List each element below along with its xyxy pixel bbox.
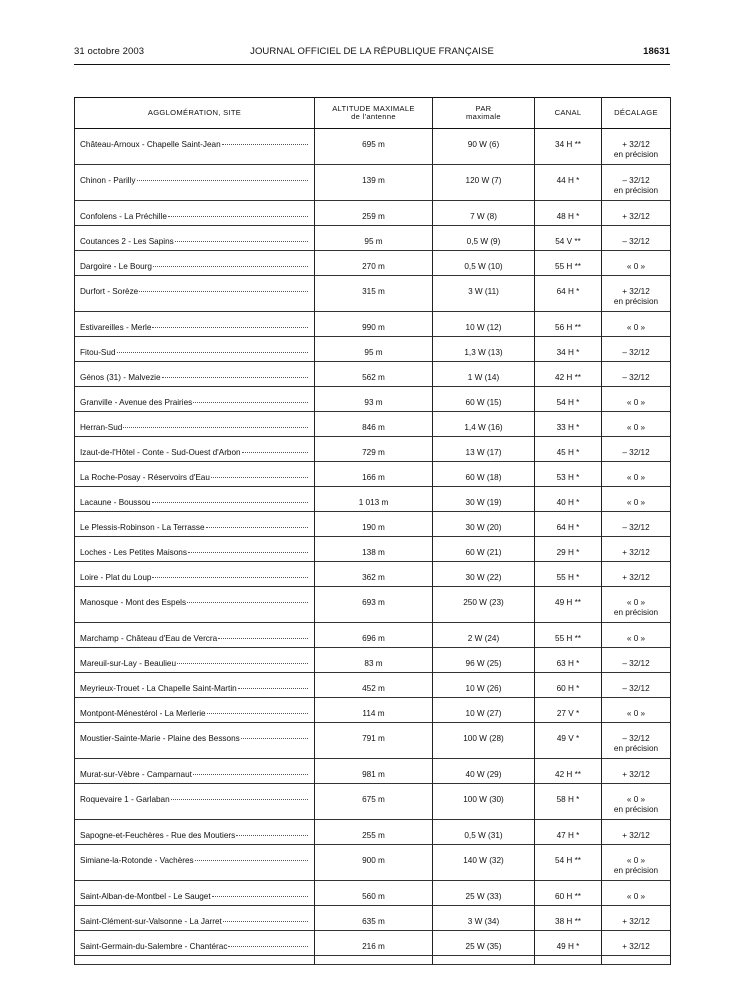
dot-leader [137,180,308,181]
altitude-cell: 560 m [315,881,433,906]
site-cell [75,587,315,623]
site-name: Roquevaire 1 - Garlaban [80,795,170,804]
dot-leader [242,452,308,453]
dot-leader [212,896,308,897]
transmitter-table [74,97,671,965]
canal-cell: 64 H * [535,512,602,537]
par-cell: 96 W (25) [433,648,535,673]
par-cell: 7 W (8) [433,201,535,226]
decalage-value: + 32/12 [622,287,650,296]
canal-cell: 56 H ** [535,312,602,337]
site-name: Confolens - La Préchille [80,212,167,221]
site-cell [75,673,315,698]
site-cell [75,276,315,312]
altitude-cell: 138 m [315,537,433,562]
altitude-cell: 95 m [315,337,433,362]
dot-leader [187,602,308,603]
empty-cell [315,956,433,965]
decalage-cell [602,623,671,648]
table-row [75,931,671,956]
altitude-cell: 562 m [315,362,433,387]
table-row [75,587,671,623]
dot-leader [117,352,309,353]
table-row [75,906,671,931]
decalage-value: « 0 » [626,892,646,901]
decalage-cell [602,648,671,673]
altitude-cell: 981 m [315,759,433,784]
altitude-cell: 259 m [315,201,433,226]
dot-leader [152,327,308,328]
decalage-value: – 32/12 [622,659,650,668]
altitude-cell: 729 m [315,437,433,462]
par-cell: 1 W (14) [433,362,535,387]
decalage-value: + 32/12 [622,548,650,557]
table-header-row [75,98,671,129]
header-rule [74,64,670,65]
table-row [75,201,671,226]
canal-cell: 42 H ** [535,362,602,387]
column-header-par: PAR maximale [433,98,535,129]
dot-leader [228,946,308,947]
canal-cell: 53 H * [535,462,602,487]
altitude-cell: 1 013 m [315,487,433,512]
decalage-cell [602,201,671,226]
decalage-value: + 32/12 [622,212,650,221]
site-name: Granville - Avenue des Prairies [80,398,193,407]
site-cell [75,698,315,723]
dot-leader [123,427,308,428]
empty-cell [433,956,535,965]
site-cell [75,251,315,276]
decalage-cell [602,820,671,845]
altitude-cell: 635 m [315,906,433,931]
site-cell [75,784,315,820]
site-name: Loches - Les Petites Maisons [80,548,187,557]
decalage-cell [602,881,671,906]
decalage-cell [602,226,671,251]
altitude-cell: 452 m [315,673,433,698]
decalage-cell [602,698,671,723]
par-cell: 60 W (18) [433,462,535,487]
site-cell [75,312,315,337]
altitude-cell: 83 m [315,648,433,673]
site-name: Meyrieux-Trouet - La Chapelle Saint-Martin [80,684,237,693]
site-cell [75,723,315,759]
column-header-site: AGGLOMÉRATION, SITE [75,98,315,129]
table-row [75,881,671,906]
decalage-value: + 32/12 [622,917,650,926]
par-cell: 250 W (23) [433,587,535,623]
canal-cell: 60 H * [535,673,602,698]
altitude-cell: 216 m [315,931,433,956]
par-cell: 3 W (34) [433,906,535,931]
table-row [75,312,671,337]
canal-cell: 49 V * [535,723,602,759]
dot-leader [171,799,308,800]
par-cell: 1,4 W (16) [433,412,535,437]
column-header-decalage: DÉCALAGE [602,98,671,129]
par-cell: 0,5 W (31) [433,820,535,845]
par-cell: 3 W (11) [433,276,535,312]
dot-leader [207,713,308,714]
table-row [75,276,671,312]
altitude-cell: 270 m [315,251,433,276]
site-name: Durfort - Sorèze [80,287,139,296]
decalage-note: en précision [613,608,659,617]
table-row [75,759,671,784]
site-cell [75,820,315,845]
dot-leader [162,377,308,378]
decalage-cell [602,723,671,759]
canal-cell: 48 H * [535,201,602,226]
decalage-cell [602,387,671,412]
canal-cell: 45 H * [535,437,602,462]
canal-cell: 54 H * [535,387,602,412]
par-cell: 30 W (22) [433,562,535,587]
altitude-cell: 693 m [315,587,433,623]
dot-leader [175,241,308,242]
decalage-cell [602,337,671,362]
decalage-value: + 32/12 [622,770,650,779]
decalage-note: en précision [613,297,659,306]
decalage-value: « 0 » [626,709,646,718]
altitude-cell: 114 m [315,698,433,723]
canal-cell: 63 H * [535,648,602,673]
site-name: Loire - Plat du Loup [80,573,152,582]
decalage-value: « 0 » [626,323,646,332]
canal-cell: 33 H * [535,412,602,437]
table-row [75,673,671,698]
table-row [75,387,671,412]
altitude-cell: 675 m [315,784,433,820]
site-cell [75,562,315,587]
site-name: Izaut-de-l'Hôtel - Conte - Sud-Ouest d'Arbon [80,448,241,457]
par-cell: 90 W (6) [433,129,535,165]
decalage-value: – 32/12 [622,348,650,357]
site-cell [75,462,315,487]
table-row [75,462,671,487]
site-cell [75,226,315,251]
dot-leader [238,688,308,689]
canal-cell: 60 H ** [535,881,602,906]
canal-cell: 58 H * [535,784,602,820]
continuation-row [75,956,671,965]
altitude-cell: 93 m [315,387,433,412]
empty-cell [535,956,602,965]
par-cell: 2 W (24) [433,623,535,648]
decalage-value: – 32/12 [622,373,650,382]
dot-leader [236,835,308,836]
dot-leader [222,144,308,145]
site-cell [75,129,315,165]
decalage-value: + 32/12 [622,831,650,840]
decalage-cell [602,906,671,931]
site-cell [75,201,315,226]
decalage-value: + 32/12 [622,140,650,149]
canal-cell: 40 H * [535,487,602,512]
decalage-value: « 0 » [626,634,646,643]
decalage-cell [602,784,671,820]
site-name: Lacaune - Boussou [80,498,151,507]
par-cell: 10 W (12) [433,312,535,337]
canal-cell: 55 H ** [535,251,602,276]
site-cell [75,412,315,437]
table-row [75,437,671,462]
dot-leader [188,552,308,553]
altitude-cell: 696 m [315,623,433,648]
par-cell: 30 W (20) [433,512,535,537]
decalage-value: « 0 » [626,262,646,271]
decalage-cell [602,462,671,487]
par-cell: 100 W (30) [433,784,535,820]
canal-cell: 64 H * [535,276,602,312]
decalage-cell [602,251,671,276]
table-row [75,698,671,723]
site-name: Manosque - Mont des Espels [80,598,187,607]
table-row [75,165,671,201]
canal-cell: 55 H ** [535,623,602,648]
site-name: Murat-sur-Vèbre - Camparnaut [80,770,192,779]
site-name: Estivareilles - Merle [80,323,152,332]
decalage-cell [602,129,671,165]
site-cell [75,337,315,362]
dot-leader [223,921,308,922]
page-header [74,46,670,62]
site-cell [75,623,315,648]
page-number: 18631 [643,46,670,57]
dot-leader [241,738,308,739]
table-row [75,226,671,251]
decalage-value: – 32/12 [622,523,650,532]
site-name: Saint-Germain-du-Salembre - Chantérac [80,942,228,951]
journal-title: JOURNAL OFFICIEL DE LA RÉPUBLIQUE FRANÇAISE [250,46,494,57]
table-row [75,412,671,437]
table-row [75,562,671,587]
table-row [75,623,671,648]
canal-cell: 54 H ** [535,845,602,881]
site-name: Simiane-la-Rotonde - Vachères [80,856,194,865]
decalage-value: – 32/12 [622,448,650,457]
decalage-cell [602,276,671,312]
par-cell: 60 W (15) [433,387,535,412]
site-cell [75,387,315,412]
site-cell [75,759,315,784]
decalage-cell [602,759,671,784]
site-name: Fitou-Sud [80,348,116,357]
dot-leader [211,477,308,478]
altitude-cell: 362 m [315,562,433,587]
site-cell [75,906,315,931]
table-row [75,537,671,562]
dot-leader [193,402,308,403]
altitude-cell: 139 m [315,165,433,201]
decalage-cell [602,562,671,587]
par-cell: 120 W (7) [433,165,535,201]
dot-leader [139,291,308,292]
altitude-cell: 900 m [315,845,433,881]
site-cell [75,931,315,956]
par-cell: 10 W (27) [433,698,535,723]
altitude-cell: 791 m [315,723,433,759]
dot-leader [153,266,308,267]
table-row [75,845,671,881]
decalage-cell [602,587,671,623]
canal-cell: 27 V * [535,698,602,723]
dot-leader [152,577,308,578]
site-name: Château-Arnoux - Chapelle Saint-Jean [80,140,221,149]
canal-cell: 55 H * [535,562,602,587]
site-cell [75,845,315,881]
table-row [75,337,671,362]
altitude-cell: 990 m [315,312,433,337]
site-name: Marchamp - Château d'Eau de Vercra [80,634,218,643]
altitude-cell: 95 m [315,226,433,251]
canal-cell: 29 H * [535,537,602,562]
decalage-cell [602,512,671,537]
decalage-note: en précision [613,805,659,814]
site-cell [75,648,315,673]
altitude-cell: 315 m [315,276,433,312]
site-cell [75,881,315,906]
site-cell [75,437,315,462]
decalage-value: « 0 » [626,598,646,607]
decalage-value: « 0 » [626,398,646,407]
column-header-canal: CANAL [535,98,602,129]
table-row [75,129,671,165]
decalage-value: + 32/12 [622,573,650,582]
site-name: La Roche-Posay - Réservoirs d'Eau [80,473,210,482]
column-header-altitude: ALTITUDE MAXIMALE de l'antenne [315,98,433,129]
site-name: Coutances 2 - Les Sapins [80,237,174,246]
decalage-note: en précision [613,866,659,875]
canal-cell: 34 H * [535,337,602,362]
table-row [75,251,671,276]
table-row [75,512,671,537]
dot-leader [193,774,308,775]
site-cell [75,165,315,201]
par-cell: 25 W (35) [433,931,535,956]
site-name: Le Plessis-Robinson - La Terrasse [80,523,205,532]
decalage-note: en précision [613,150,659,159]
decalage-value: « 0 » [626,795,646,804]
altitude-cell: 190 m [315,512,433,537]
decalage-cell [602,673,671,698]
site-name: Sapogne-et-Feuchères - Rue des Moutiers [80,831,236,840]
par-cell: 40 W (29) [433,759,535,784]
site-cell [75,512,315,537]
par-cell: 60 W (21) [433,537,535,562]
site-cell [75,537,315,562]
site-name: Génos (31) - Malvezie [80,373,161,382]
dot-leader [195,860,308,861]
decalage-value: – 32/12 [622,684,650,693]
site-cell [75,362,315,387]
decalage-cell [602,362,671,387]
canal-cell: 49 H ** [535,587,602,623]
site-name: Dargoire - Le Bourg [80,262,152,271]
par-cell: 30 W (19) [433,487,535,512]
par-cell: 140 W (32) [433,845,535,881]
canal-cell: 42 H ** [535,759,602,784]
decalage-value: « 0 » [626,473,646,482]
site-name: Montpont-Ménestérol - La Merlerie [80,709,206,718]
par-cell: 1,3 W (13) [433,337,535,362]
decalage-note: en précision [613,744,659,753]
table-row [75,820,671,845]
empty-cell [75,956,315,965]
canal-cell: 34 H ** [535,129,602,165]
par-cell: 13 W (17) [433,437,535,462]
decalage-cell [602,165,671,201]
site-cell [75,487,315,512]
canal-cell: 47 H * [535,820,602,845]
decalage-value: « 0 » [626,423,646,432]
dot-leader [177,663,308,664]
dot-leader [168,216,308,217]
decalage-cell [602,845,671,881]
decalage-cell [602,437,671,462]
dot-leader [152,502,308,503]
decalage-cell [602,931,671,956]
publication-date: 31 octobre 2003 [74,46,145,57]
table-row [75,487,671,512]
par-cell: 0,5 W (10) [433,251,535,276]
decalage-value: « 0 » [626,856,646,865]
decalage-cell [602,412,671,437]
canal-cell: 38 H ** [535,906,602,931]
empty-cell [602,956,671,965]
par-cell: 25 W (33) [433,881,535,906]
decalage-cell [602,312,671,337]
table-row [75,784,671,820]
decalage-cell [602,537,671,562]
canal-cell: 49 H * [535,931,602,956]
site-name: Moustier-Sainte-Marie - Plaine des Bessons [80,734,240,743]
altitude-cell: 846 m [315,412,433,437]
site-name: Saint-Alban-de-Montbel - Le Sauget [80,892,211,901]
site-name: Saint-Clément-sur-Valsonne - La Jarret [80,917,222,926]
canal-cell: 54 V ** [535,226,602,251]
altitude-cell: 695 m [315,129,433,165]
site-name: Mareuil-sur-Lay - Beaulieu [80,659,177,668]
decalage-cell [602,487,671,512]
dot-leader [218,638,308,639]
canal-cell: 44 H * [535,165,602,201]
altitude-cell: 255 m [315,820,433,845]
altitude-cell: 166 m [315,462,433,487]
decalage-value: – 32/12 [622,237,650,246]
table-row [75,648,671,673]
site-name: Herran-Sud [80,423,123,432]
par-cell: 100 W (28) [433,723,535,759]
par-cell: 10 W (26) [433,673,535,698]
decalage-value: + 32/12 [622,942,650,951]
decalage-value: « 0 » [626,498,646,507]
table-row [75,362,671,387]
table-row [75,723,671,759]
decalage-note: en précision [613,186,659,195]
dot-leader [206,527,308,528]
decalage-value: – 32/12 [622,176,650,185]
par-cell: 0,5 W (9) [433,226,535,251]
decalage-value: – 32/12 [622,734,650,743]
site-name: Chinon - Parilly [80,176,136,185]
